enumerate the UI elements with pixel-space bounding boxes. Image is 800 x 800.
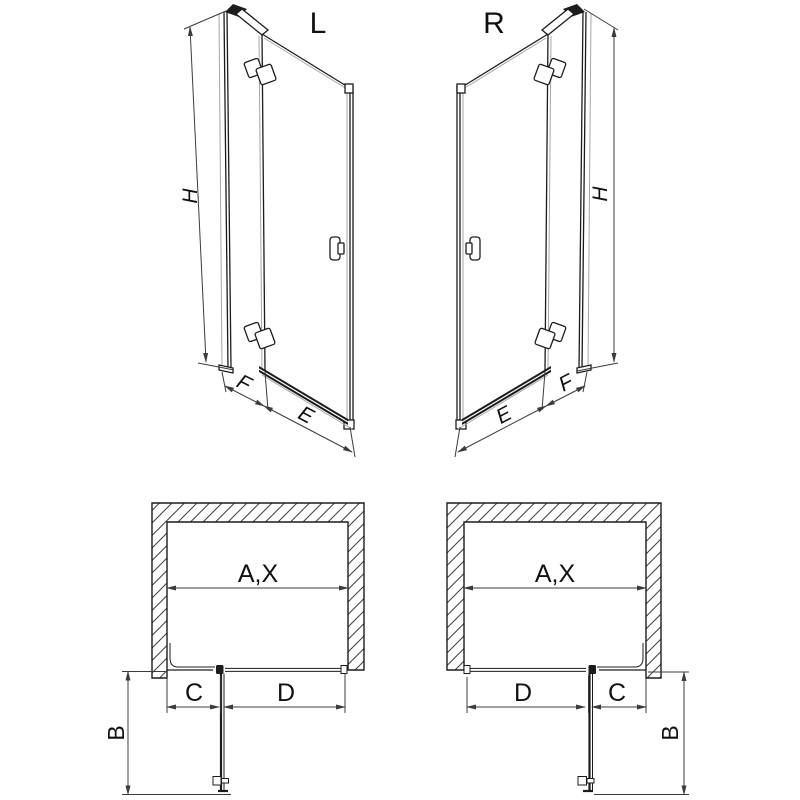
hinge-edge-light	[259, 36, 262, 370]
door-top-corner-cap	[457, 84, 465, 93]
door-top-corner-cap	[345, 84, 353, 93]
plan-left-opening-width-label: A,X	[237, 560, 279, 588]
hinge-edge-light	[548, 36, 551, 370]
support-bar	[236, 9, 268, 35]
dimension-extension-line	[184, 11, 226, 29]
door-top-edge-light	[463, 38, 546, 89]
plan-left-door-label: D	[276, 679, 296, 707]
front-view-right	[455, 4, 618, 457]
closing-profile-plan	[341, 666, 347, 674]
wall-section-hatched	[447, 503, 661, 678]
front-left-variant-label: L	[309, 7, 327, 40]
front-right-variant-label: R	[483, 7, 505, 40]
wall-section-hatched	[152, 503, 364, 678]
plan-right-fixed-panel-label: C	[607, 679, 627, 707]
support-bar	[542, 9, 574, 35]
hinge-plan	[589, 665, 597, 674]
plan-right-door-swing-label: B	[657, 725, 683, 741]
wall-profile-plan	[597, 643, 643, 667]
dimension-extension-line	[583, 372, 587, 392]
door-handle-grip	[338, 243, 344, 254]
hinge-plan	[216, 665, 224, 674]
front-left-door-width-label: E	[294, 401, 318, 429]
plan-view-left	[103, 503, 364, 795]
front-right-door-width-label: E	[492, 401, 516, 429]
dimension-extension-line	[350, 427, 355, 457]
dimension-extension-line	[222, 372, 226, 392]
wall-profile-edge-light	[219, 13, 222, 368]
dimension-extension-line	[584, 9, 618, 30]
closing-profile-plan	[464, 666, 470, 674]
door-handle-plan-grip	[587, 779, 594, 784]
door-top-edge-light	[264, 38, 347, 89]
plan-left-door-swing-label: B	[103, 725, 129, 741]
front-view-left	[179, 4, 355, 457]
plan-right-door-label: D	[513, 679, 533, 707]
front-left-fixed-panel-label: F	[233, 370, 255, 397]
plan-left-fixed-panel-label: C	[184, 679, 204, 707]
wall-profile-plan	[170, 643, 215, 667]
door-handle-plan-grip	[222, 779, 229, 784]
plan-right-opening-width-label: A,X	[534, 560, 576, 588]
dimension-extension-line	[455, 427, 460, 457]
door-handle-plan	[578, 777, 587, 786]
door-handle-grip	[466, 243, 472, 254]
front-right-height-label: H	[589, 186, 612, 202]
plan-view-right	[447, 503, 689, 795]
front-right-fixed-panel-label: F	[555, 370, 577, 397]
door-handle-plan	[213, 777, 221, 786]
front-left-height-label: H	[179, 188, 202, 204]
